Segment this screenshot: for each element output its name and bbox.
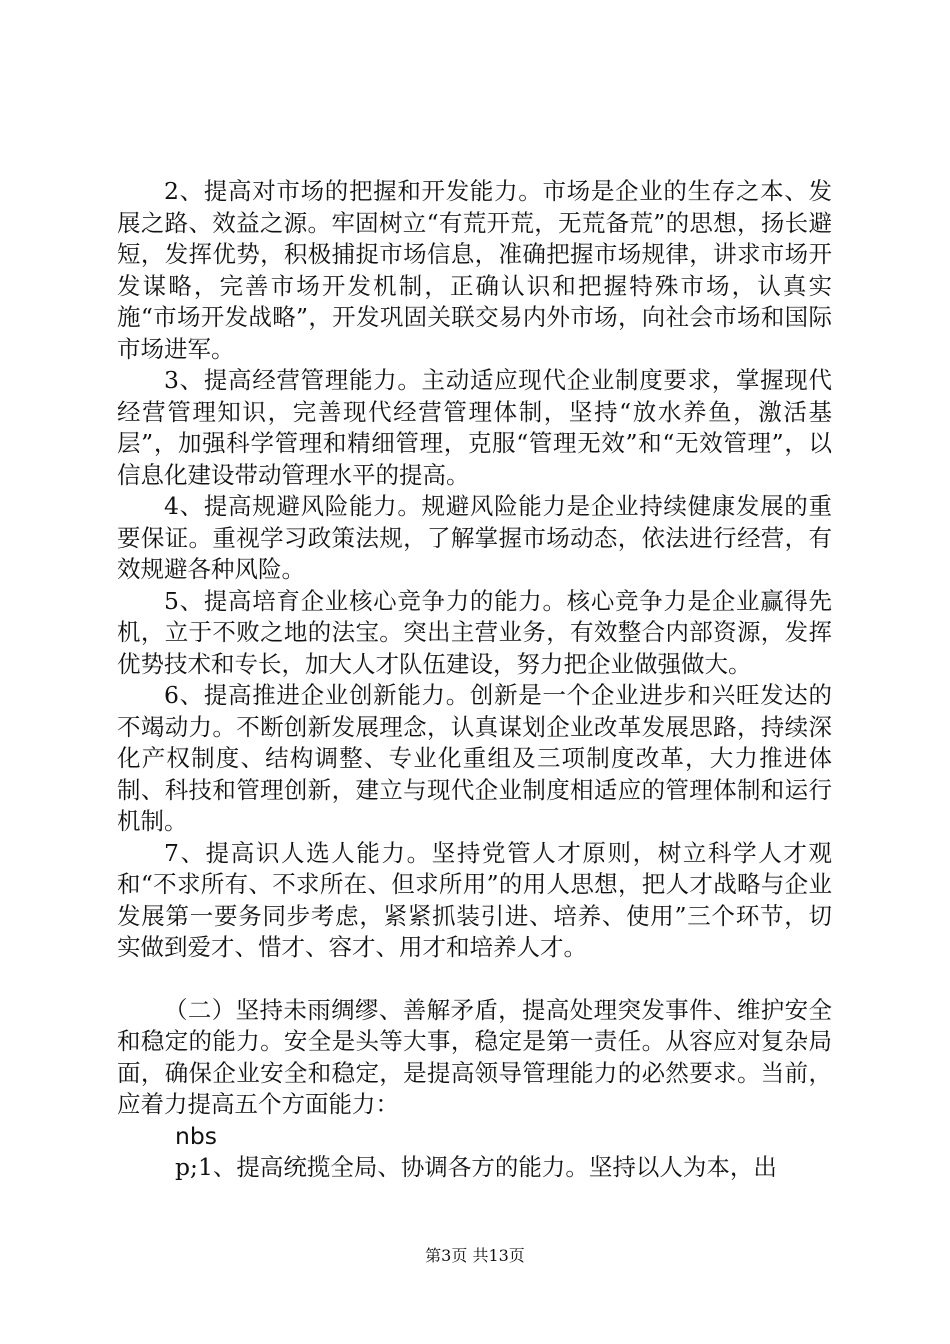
paragraph-management: 3、提高经营管理能力。主动适应现代企业制度要求，掌握现代经营管理知识，完善现代经营管理体制，坚持“放水养鱼，激活基层”，加强科学管理和精细管理，克服“管理无效”和“无效管理”，以信息化建设带动管理水平的提高。 <box>117 366 832 489</box>
stray-text-line: nbs <box>175 1121 218 1150</box>
paragraph-innovation: 6、提高推进企业创新能力。创新是一个企业进步和兴旺发达的不竭动力。不断创新发展理念，认真谋划企业改革发展思路，持续深化产权制度、结构调整、专业化重组及三项制度改革，大力推进体制、科技和管理创新，建立与现代企业制度相适应的管理体制和运行机制。 <box>117 681 832 835</box>
paragraph-last-line: p;1、提高统揽全局、协调各方的能力。坚持以人为本，出 <box>175 1153 777 1181</box>
paragraph-gap <box>117 964 832 995</box>
paragraph-risk: 4、提高规避风险能力。规避风险能力是企业持续健康发展的重要保证。重视学习政策法规，了解掌握市场动态，依法进行经营，有效规避各种风险。 <box>117 492 832 583</box>
page-footer: 第3页 共13页 <box>425 1246 525 1265</box>
paragraph-talent: 7、提高识人选人能力。坚持党管人才原则，树立科学人才观和“不求所有、不求所在、但求所用”的用人思想，把人才战略与企业发展第一要务同步考虑，紧紧抓装引进、培养、使用”三个环节，切实做到爱才、惜才、容才、用才和培养人才。 <box>117 838 832 961</box>
paragraph-section-two: （二）坚持未雨绸缪、善解矛盾，提高处理突发事件、维护安全和稳定的能力。安全是头等大事，稳定是第一责任。从容应对复杂局面，确保企业安全和稳定，是提高领导管理能力的必然要求。当前，应着力提高五个方面能力： <box>117 995 832 1118</box>
document-body <box>117 176 832 1184</box>
paragraph-market: 2、提高对市场的把握和开发能力。市场是企业的生存之本、发展之路、效益之源。牢固树立“有荒开荒，无荒备荒”的思想，扬长避短，发挥优势，积极捕捉市场信息，准确把握市场规律，讲求市场开发谋略，完善市场开发机制，正确认识和把握特殊市场，认真实施“市场开发战略”，开发巩固关联交易内外市场，向社会市场和国际市场进军。 <box>117 177 832 363</box>
paragraph-core-competence: 5、提高培育企业核心竞争力的能力。核心竞争力是企业赢得先机，立于不败之地的法宝。突出主营业务，有效整合内部资源，发挥优势技术和专长，加大人才队伍建设，努力把企业做强做大。 <box>117 586 832 678</box>
